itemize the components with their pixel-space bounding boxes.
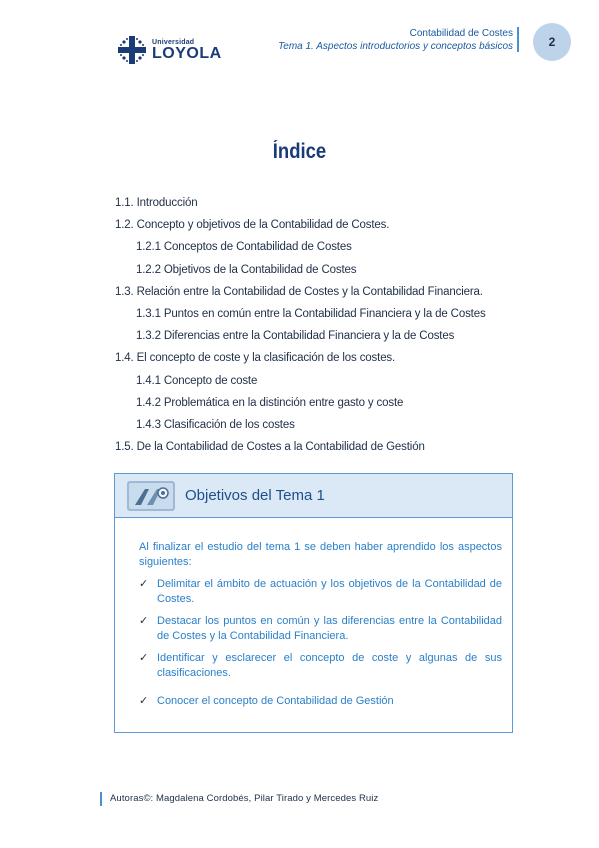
toc-subitem[interactable]: 1.4.3 Clasificación de los costes (136, 419, 295, 432)
toc-item[interactable]: 1.1. Introducción (115, 197, 198, 209)
page-number: 2 (533, 23, 571, 61)
toc-item[interactable]: 1.2. Concepto y objetivos de la Contabilidad de Costes. (115, 219, 390, 232)
objective-item (139, 614, 502, 644)
checkmark-icon: ✓ (139, 695, 149, 707)
footer-divider (100, 792, 102, 806)
objective-text: Destacar los puntos en común y las diferencias entre la Contabilidad de Costes y la Contabilidad Financiera. (157, 615, 502, 642)
objective-item (139, 651, 502, 681)
university-logo (116, 34, 222, 66)
authors-footer: Autoras©: Magdalena Cordobés, Pilar Tirado y Mercedes Ruiz (110, 793, 379, 804)
toc-subitem[interactable]: 1.4.1 Concepto de coste (136, 374, 258, 387)
toc-subitem[interactable]: 1.3.2 Diferencias entre la Contabilidad Financiera y la de Costes (136, 330, 455, 343)
objectives-body (115, 518, 512, 709)
objectives-heading: Objetivos del Tema 1 (185, 487, 325, 504)
checkmark-icon: ✓ (139, 652, 149, 664)
objectives-icon (127, 481, 175, 511)
topic-name: Tema 1. Aspectos introductorios y conceptos básicos (278, 41, 513, 52)
toc-subitem[interactable]: 1.2.1 Conceptos de Contabilidad de Costes (136, 241, 352, 254)
objective-text: Identificar y esclarecer el concepto de coste y algunas de sus clasificaciones. (157, 652, 502, 679)
objectives-header (115, 474, 512, 518)
toc-subitem[interactable]: 1.4.2 Problemática en la distinción entre gasto y coste (136, 396, 404, 409)
objective-item (139, 694, 502, 709)
header-divider (517, 27, 519, 52)
toc-subitem[interactable]: 1.2.2 Objetivos de la Contabilidad de Costes (136, 263, 357, 276)
objective-text: Conocer el concepto de Contabilidad de Gestión (157, 695, 394, 707)
running-header (278, 27, 513, 53)
course-name: Contabilidad de Costes (409, 28, 513, 39)
checkmark-icon: ✓ (139, 578, 149, 590)
objectives-intro: Al finalizar el estudio del tema 1 se deben haber aprendido los aspectos siguientes: (139, 541, 502, 568)
page-title: Índice (272, 140, 327, 163)
toc-subitem[interactable]: 1.3.1 Puntos en común entre la Contabilidad Financiera y la de Costes (136, 308, 486, 321)
table-of-contents (115, 192, 515, 458)
logo-name: LOYOLA (152, 44, 222, 62)
toc-item[interactable]: 1.3. Relación entre la Contabilidad de Costes y la Contabilidad Financiera. (115, 285, 483, 298)
objective-item (139, 577, 502, 607)
objectives-list (139, 577, 502, 709)
loyola-cross-icon (116, 34, 148, 66)
toc-item[interactable]: 1.4. El concepto de coste y la clasificación de los costes. (115, 352, 396, 365)
logo-subtitle: Universidad (152, 38, 195, 46)
objective-text: Delimitar el ámbito de actuación y los objetivos de la Contabilidad de Costes. (157, 578, 502, 605)
toc-item[interactable]: 1.5. De la Contabilidad de Costes a la Contabilidad de Gestión (115, 441, 425, 454)
objectives-box (114, 473, 513, 733)
checkmark-icon: ✓ (139, 615, 149, 627)
